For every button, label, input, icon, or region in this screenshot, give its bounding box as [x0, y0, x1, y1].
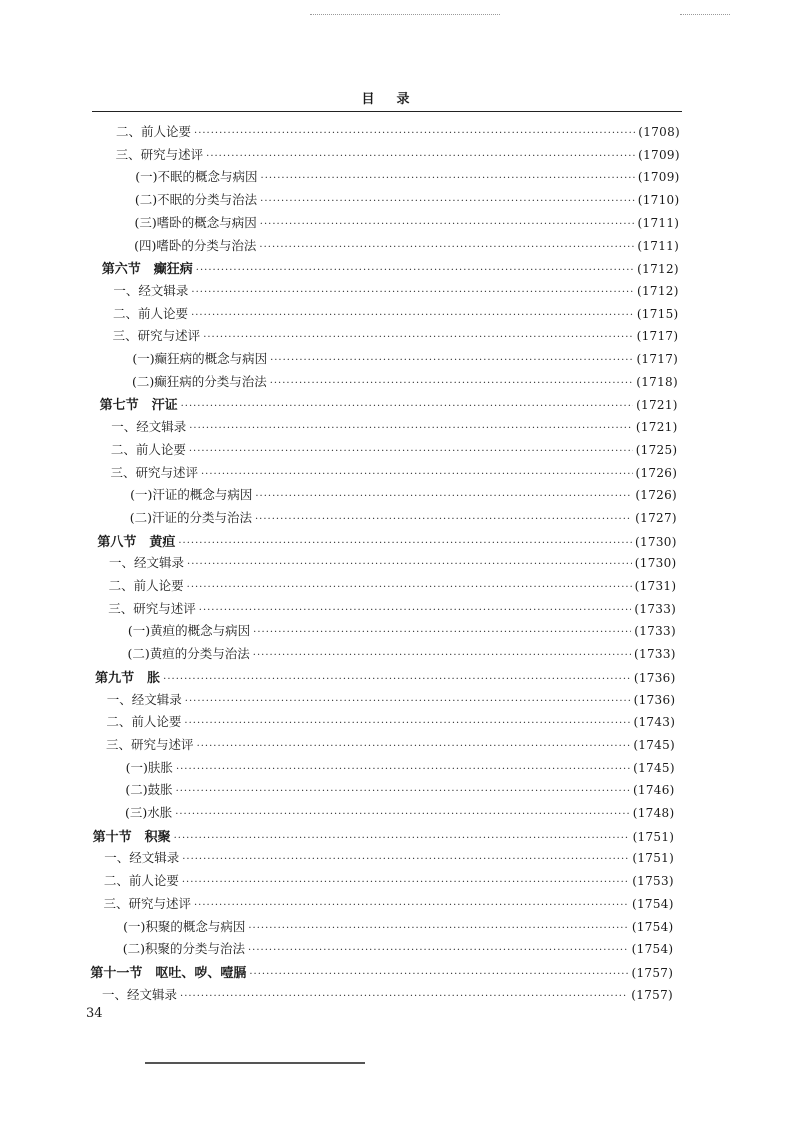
toc-entry-page: (1717) — [636, 352, 679, 366]
toc-entry[interactable] — [123, 917, 673, 939]
toc-entry-page: (1717) — [636, 329, 679, 344]
toc-section-entry[interactable] — [100, 394, 678, 416]
toc-entry-page: (1733) — [634, 624, 676, 639]
toc-entry-title: 第七节 汗证 — [99, 398, 178, 414]
toc-entry[interactable] — [135, 213, 680, 235]
toc-entry-title: 第十一节 呕吐、哕、噎膈 — [90, 965, 247, 981]
toc-leader-dots — [197, 741, 631, 752]
toc-leader-dots — [182, 877, 629, 888]
toc-entry[interactable] — [106, 735, 675, 757]
toc-entry-title: 一、经文辑录 — [111, 419, 187, 435]
toc-entry[interactable] — [107, 690, 676, 712]
toc-entry[interactable] — [113, 304, 678, 326]
toc-entry-page: (1751) — [632, 851, 675, 866]
toc-leader-dots — [180, 991, 628, 1002]
toc-entry-title: 二、前人论要 — [116, 124, 192, 139]
toc-entry-page: (1718) — [636, 374, 678, 389]
toc-entry-title: (三)水胀 — [124, 805, 173, 820]
toc-entry[interactable] — [130, 508, 677, 530]
toc-entry-title: 二、前人论要 — [110, 441, 186, 457]
toc-leader-dots — [189, 446, 633, 457]
toc-entry-title: 一、经文辑录 — [106, 691, 182, 707]
toc-entry-title: 一、经文辑录 — [109, 555, 185, 571]
toc-section-entry[interactable] — [102, 258, 679, 280]
toc-entry[interactable] — [132, 372, 678, 394]
toc-entry-page: (1726) — [635, 465, 678, 480]
toc-leader-dots — [270, 378, 634, 389]
toc-leader-dots — [203, 332, 633, 343]
toc-entry-title: 第八节 黄疸 — [97, 534, 176, 550]
toc-leader-dots — [261, 173, 635, 184]
toc-entry-title: 三、研究与述评 — [110, 464, 198, 480]
toc-leader-dots — [191, 310, 634, 321]
toc-entry-page: (1712) — [636, 283, 679, 298]
toc-leader-dots — [178, 538, 632, 549]
toc-entry[interactable] — [109, 576, 677, 598]
toc-entry-page: (1711) — [637, 215, 680, 230]
toc-entry[interactable] — [113, 281, 678, 303]
toc-entry-title: (一)积聚的概念与病因 — [123, 918, 246, 934]
toc-entry[interactable] — [135, 190, 680, 212]
toc-entry-title: (三)嗜卧的概念与病因 — [134, 214, 257, 230]
page-header-title: 目录 — [361, 92, 432, 107]
toc-entry-page: (1753) — [632, 874, 674, 889]
toc-entry-page: (1709) — [638, 147, 680, 162]
toc-entry-page: (1730) — [634, 534, 677, 549]
toc-entry-page: (1757) — [631, 987, 673, 1002]
toc-entry-page: (1736) — [633, 692, 676, 707]
toc-entry-title: (四)嗜卧的分类与治法 — [134, 237, 257, 253]
toc-entry-title: 第六节 癫狂病 — [101, 262, 193, 278]
toc-leader-dots — [270, 355, 633, 366]
toc-entry[interactable] — [132, 349, 678, 371]
toc-entry[interactable] — [126, 758, 675, 780]
toc-leader-dots — [191, 287, 634, 298]
toc-entry[interactable] — [128, 621, 676, 643]
toc-leader-dots — [181, 401, 633, 412]
toc-entry-title: (一)汗证的概念与病因 — [130, 487, 253, 503]
toc-entry-title: 二、前人论要 — [103, 873, 179, 889]
toc-leader-dots — [201, 469, 633, 480]
toc-entry-title: 二、前人论要 — [108, 578, 184, 593]
toc-leader-dots — [174, 833, 630, 844]
toc-leader-dots — [196, 265, 634, 276]
toc-section-entry[interactable] — [95, 667, 675, 689]
toc-section-entry[interactable] — [90, 962, 673, 984]
toc-entry[interactable] — [116, 145, 680, 167]
toc-entry-title: 三、研究与述评 — [106, 736, 194, 752]
scan-artifact-bottom — [145, 1062, 365, 1064]
toc-entry[interactable] — [116, 122, 680, 144]
toc-entry-page: (1711) — [637, 238, 680, 253]
toc-leader-dots — [187, 582, 632, 593]
toc-entry-page: (1754) — [632, 896, 674, 911]
toc-entry[interactable] — [125, 803, 675, 825]
toc-entry-title: 三、研究与述评 — [115, 146, 204, 162]
toc-entry-page: (1730) — [634, 556, 677, 571]
toc-entry-title: (一)黄疸的概念与病因 — [127, 623, 251, 639]
toc-entry-page: (1736) — [633, 670, 676, 685]
toc-leader-dots — [253, 627, 631, 638]
toc-entry-title: 三、研究与述评 — [112, 328, 201, 344]
toc-entry-page: (1727) — [635, 510, 677, 525]
toc-entry[interactable] — [135, 167, 679, 189]
toc-leader-dots — [248, 923, 628, 934]
toc-entry[interactable] — [110, 463, 677, 485]
toc-entry-title: (二)不眠的分类与治法 — [134, 192, 258, 208]
toc-leader-dots — [248, 945, 629, 956]
toc-entry-page: (1733) — [634, 647, 676, 662]
toc-entry-page: (1754) — [631, 942, 674, 957]
toc-entry-title: (二)积聚的分类与治法 — [122, 941, 245, 957]
toc-leader-dots — [176, 786, 630, 797]
scan-artifact-top — [310, 14, 500, 16]
toc-section-entry[interactable] — [93, 826, 675, 848]
toc-entry[interactable] — [104, 848, 674, 870]
toc-leader-dots — [259, 242, 634, 253]
toc-leader-dots — [199, 605, 632, 616]
toc-entry-title: 二、前人论要 — [113, 305, 189, 321]
toc-entry-title: (二)黄疸的分类与治法 — [127, 646, 250, 662]
toc-entry-page: (1726) — [635, 488, 678, 503]
toc-entry[interactable] — [103, 894, 673, 916]
toc-entry-page: (1751) — [632, 829, 675, 844]
toc-leader-dots — [194, 128, 635, 139]
page-number: 34 — [86, 1006, 103, 1021]
toc-entry-title: (一)癫狂病的概念与病因 — [132, 351, 268, 366]
toc-entry-page: (1721) — [636, 398, 678, 413]
toc-leader-dots — [182, 854, 629, 865]
toc-entry-page: (1709) — [637, 170, 680, 185]
toc-entry-title: 三、研究与述评 — [108, 600, 196, 616]
toc-entry-page: (1731) — [634, 579, 677, 593]
toc-entry[interactable] — [130, 485, 677, 507]
toc-leader-dots — [206, 151, 635, 162]
toc-leader-dots — [255, 514, 632, 525]
scan-artifact-top-right — [680, 14, 730, 16]
toc-entry-page: (1745) — [633, 760, 675, 775]
toc-leader-dots — [194, 900, 629, 911]
toc-entry-page: (1710) — [637, 193, 680, 208]
toc-entry[interactable] — [125, 780, 674, 802]
toc-leader-dots — [260, 196, 635, 207]
toc-entry[interactable] — [111, 417, 677, 439]
toc-entry[interactable] — [113, 326, 679, 348]
toc-entry[interactable] — [134, 236, 679, 258]
toc-entry[interactable] — [109, 553, 677, 575]
toc-entry-title: 第九节 胀 — [95, 670, 161, 686]
toc-entry-title: (二)癫狂病的分类与治法 — [131, 373, 267, 389]
toc-entry-page: (1745) — [633, 737, 676, 752]
toc-leader-dots — [249, 969, 628, 980]
toc-leader-dots — [253, 650, 631, 661]
header-rule — [92, 111, 682, 112]
toc-entry[interactable] — [106, 712, 675, 734]
toc-entry-page: (1746) — [632, 783, 675, 798]
toc-leader-dots — [255, 491, 632, 502]
toc-entry-page: (1708) — [638, 125, 680, 139]
toc-entry-title: (二)汗证的分类与治法 — [129, 509, 252, 525]
toc-entry-page: (1743) — [633, 715, 676, 730]
toc-entry-page: (1712) — [637, 262, 679, 277]
toc-entry[interactable] — [123, 939, 674, 961]
toc-leader-dots — [260, 219, 635, 230]
toc-entry-page: (1725) — [635, 442, 678, 457]
toc-entry[interactable] — [102, 985, 673, 1007]
toc-entry[interactable] — [104, 871, 674, 893]
toc-entry-page: (1754) — [631, 919, 674, 934]
toc-entry-page: (1748) — [632, 806, 675, 820]
toc-entry-title: 第十节 积聚 — [92, 829, 171, 845]
toc-entry-title: 一、经文辑录 — [104, 850, 180, 866]
toc-entry-title: 一、经文辑录 — [102, 986, 178, 1002]
toc-leader-dots — [176, 764, 630, 775]
toc-entry-page: (1757) — [631, 965, 674, 980]
toc-section-entry[interactable] — [97, 531, 676, 553]
toc-leader-dots — [175, 809, 630, 820]
toc-leader-dots — [163, 674, 631, 685]
toc-entry[interactable] — [108, 599, 676, 621]
toc-entry-title: (一)不眠的概念与病因 — [135, 169, 258, 185]
toc-entry-page: (1715) — [636, 306, 679, 321]
toc-entry-title: 二、前人论要 — [106, 714, 182, 730]
toc-leader-dots — [189, 423, 633, 434]
toc-leader-dots — [187, 559, 632, 570]
toc-entry-title: (一)肤胀 — [125, 759, 173, 775]
toc-leader-dots — [185, 696, 631, 707]
toc-entry[interactable] — [111, 440, 678, 462]
toc-entry-title: 三、研究与述评 — [103, 895, 191, 911]
toc-entry-page: (1733) — [634, 601, 677, 616]
toc-entry-page: (1721) — [635, 420, 678, 435]
toc-leader-dots — [184, 718, 630, 729]
toc-entry[interactable] — [128, 644, 676, 666]
toc-entry-title: 一、经文辑录 — [113, 282, 189, 298]
toc-entry-title: (二)鼓胀 — [125, 782, 173, 798]
